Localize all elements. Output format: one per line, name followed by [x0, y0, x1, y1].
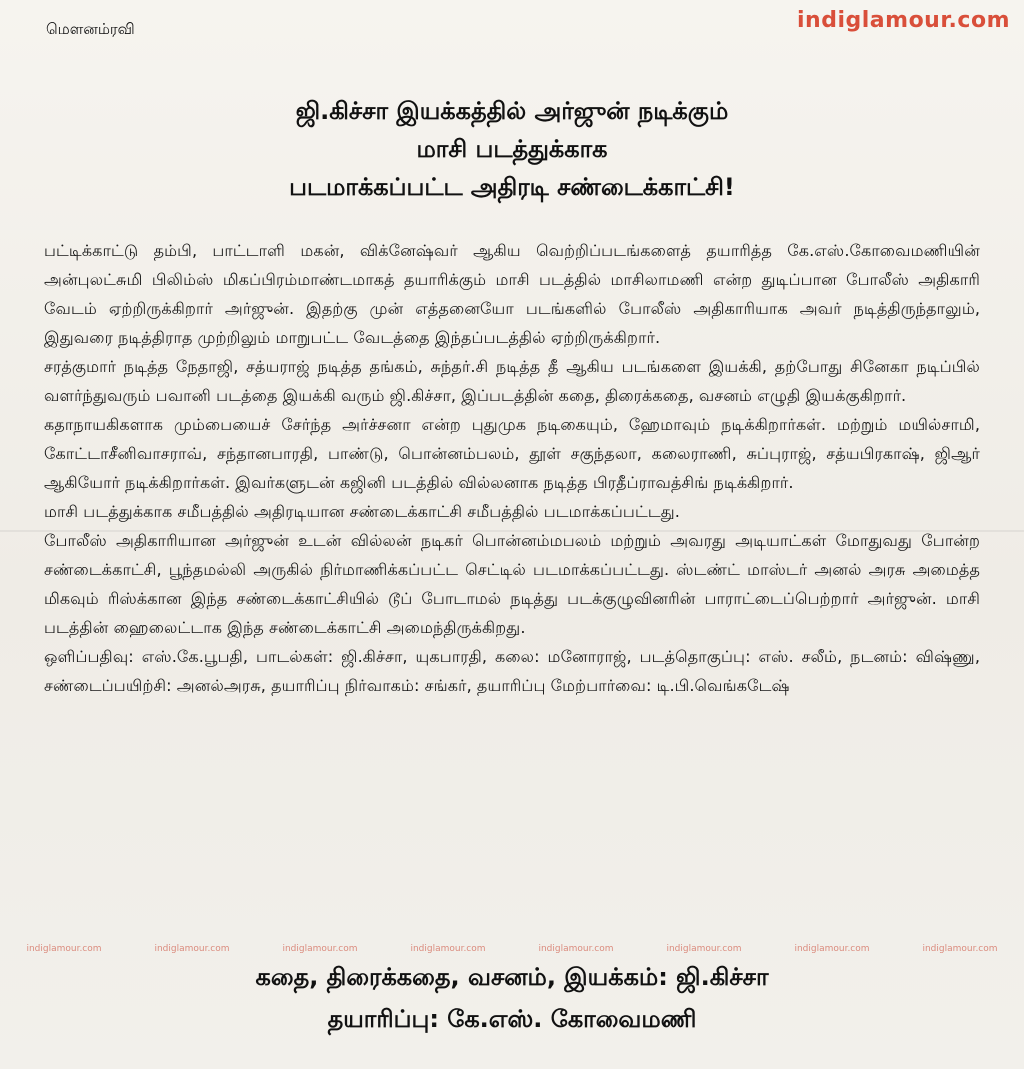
watermark-text: indiglamour.com [922, 944, 998, 954]
paragraph-intro: பட்டிக்காட்டு தம்பி, பாட்டாளி மகன், விக்னேஷ்வர் ஆகிய வெற்றிப்படங்களைத் தயாரித்த கே.எஸ்.கோவைமணியின் அன்புலட்சுமி பிலிம்ஸ் மிகப்பிரம்மாண்டமாகத் தயாரிக்கும் மாசி படத்தில் மாசிலாமணி என்ற துடிப்பான போலீஸ் அதிகாரி வேடம் ஏற்றிருக்கிறார் அர்ஜுன். இதற்கு முன் எத்தனையோ படங்களில் போலீஸ் அதிகாரியாக அவர் நடித்திருந்தாலும், இதுவரை நடித்திராத முற்றிலும் மாறுபட்ட வேடத்தை இந்தப்படத்தில் ஏற்றிருக்கிறார். [44, 241, 980, 347]
watermark-text: indiglamour.com [282, 944, 358, 954]
credits-footer [0, 956, 1024, 1040]
headline [0, 92, 1024, 206]
paragraph-fight-intro: மாசி படத்துக்காக சமீபத்தில் அதிரடியான சண்டைக்காட்சி சமீபத்தில் படமாக்கப்பட்டது. [44, 502, 680, 521]
watermark-text: indiglamour.com [26, 944, 102, 954]
watermark-text: indiglamour.com [666, 944, 742, 954]
watermark-text: indiglamour.com [794, 944, 870, 954]
paragraph-director: சரத்குமார் நடித்த நேதாஜி, சத்யராஜ் நடித்த தங்கம், சுந்தர்.சி நடித்த தீ ஆகிய படங்களை இயக்கி, தற்போது சினேகா நடிப்பில் வளர்ந்துவரும் பவானி படத்தை இயக்கி வரும் ஜி.கிச்சா, இப்படத்தின் கதை, திரைக்கதை, வசனம் எழுதி இயக்குகிறார். [44, 357, 980, 405]
paragraph-credits: ஒளிப்பதிவு: எஸ்.கே.பூபதி, பாடல்கள்: ஜி.கிச்சா, யுகபாரதி, கலை: மனோராஜ், படத்தொகுப்பு: எஸ். சலீம், நடனம்: விஷ்ணு, சண்டைப்பயிற்சி: அனல்அரசு, தயாரிப்பு நிர்வாகம்: சங்கர், தயாரிப்பு மேற்பார்வை: டி.பி.வெங்கடேஷ் [44, 647, 980, 695]
site-watermark: indiglamour.com [797, 8, 1010, 33]
watermark-text: indiglamour.com [538, 944, 614, 954]
footer-writer-director: கதை, திரைக்கதை, வசனம், இயக்கம்: ஜி.கிச்சா [255, 963, 769, 991]
article-body [44, 236, 980, 700]
headline-line-1: ஜி.கிச்சா இயக்கத்தில் அர்ஜுன் நடிக்கும் [295, 97, 729, 125]
watermark-row [0, 944, 1024, 954]
watermark-text: indiglamour.com [410, 944, 486, 954]
headline-line-3: படமாக்கப்பட்ட அதிரடி சண்டைக்காட்சி! [289, 173, 735, 201]
watermark-text: indiglamour.com [154, 944, 230, 954]
paragraph-fight-scene: போலீஸ் அதிகாரியான அர்ஜுன் உடன் வில்லன் நடிகர் பொன்னம்மபலம் மற்றும் அவரது அடியாட்கள் மோதுவது போன்ற சண்டைக்காட்சி, பூந்தமல்லி அருகில் நிர்மாணிக்கப்பட்ட செட்டில் படமாக்கப்பட்டது. ஸ்டண்ட் மாஸ்டர் அனல் அரசு அமைத்த மிகவும் ரிஸ்க்கான இந்த சண்டைக்காட்சியில் டூப் போடாமல் நடித்து படக்குழுவினரின் பாராட்டைப்பெற்றார் அர்ஜுன். மாசி படத்தின் ஹைலைட்டாக இந்த சண்டைக்காட்சி அமைந்திருக்கிறது. [44, 531, 980, 637]
header-tag: மௌனம்ரவி [46, 20, 135, 38]
headline-line-2: மாசி படத்துக்காக [416, 135, 608, 163]
paragraph-cast: கதாநாயகிகளாக மும்பையைச் சேர்ந்த அர்ச்சனா என்ற புதுமுக நடிகையும், ஹேமாவும் நடிக்கிறார்கள். மற்றும் மயில்சாமி, கோட்டாசீனிவாசராவ், சந்தானபாரதி, பாண்டு, பொன்னம்பலம், தூள் சகுந்தலா, கலைராணி, சுப்புராஜ், சத்யபிரகாஷ், ஜிஆர் ஆகியோர் நடிக்கிறார்கள். இவர்களுடன் கஜினி படத்தில் வில்லனாக நடித்த பிரதீப்ராவத்சிங் நடிக்கிறார். [44, 415, 980, 492]
footer-producer: தயாரிப்பு: கே.எஸ். கோவைமணி [327, 1005, 697, 1033]
